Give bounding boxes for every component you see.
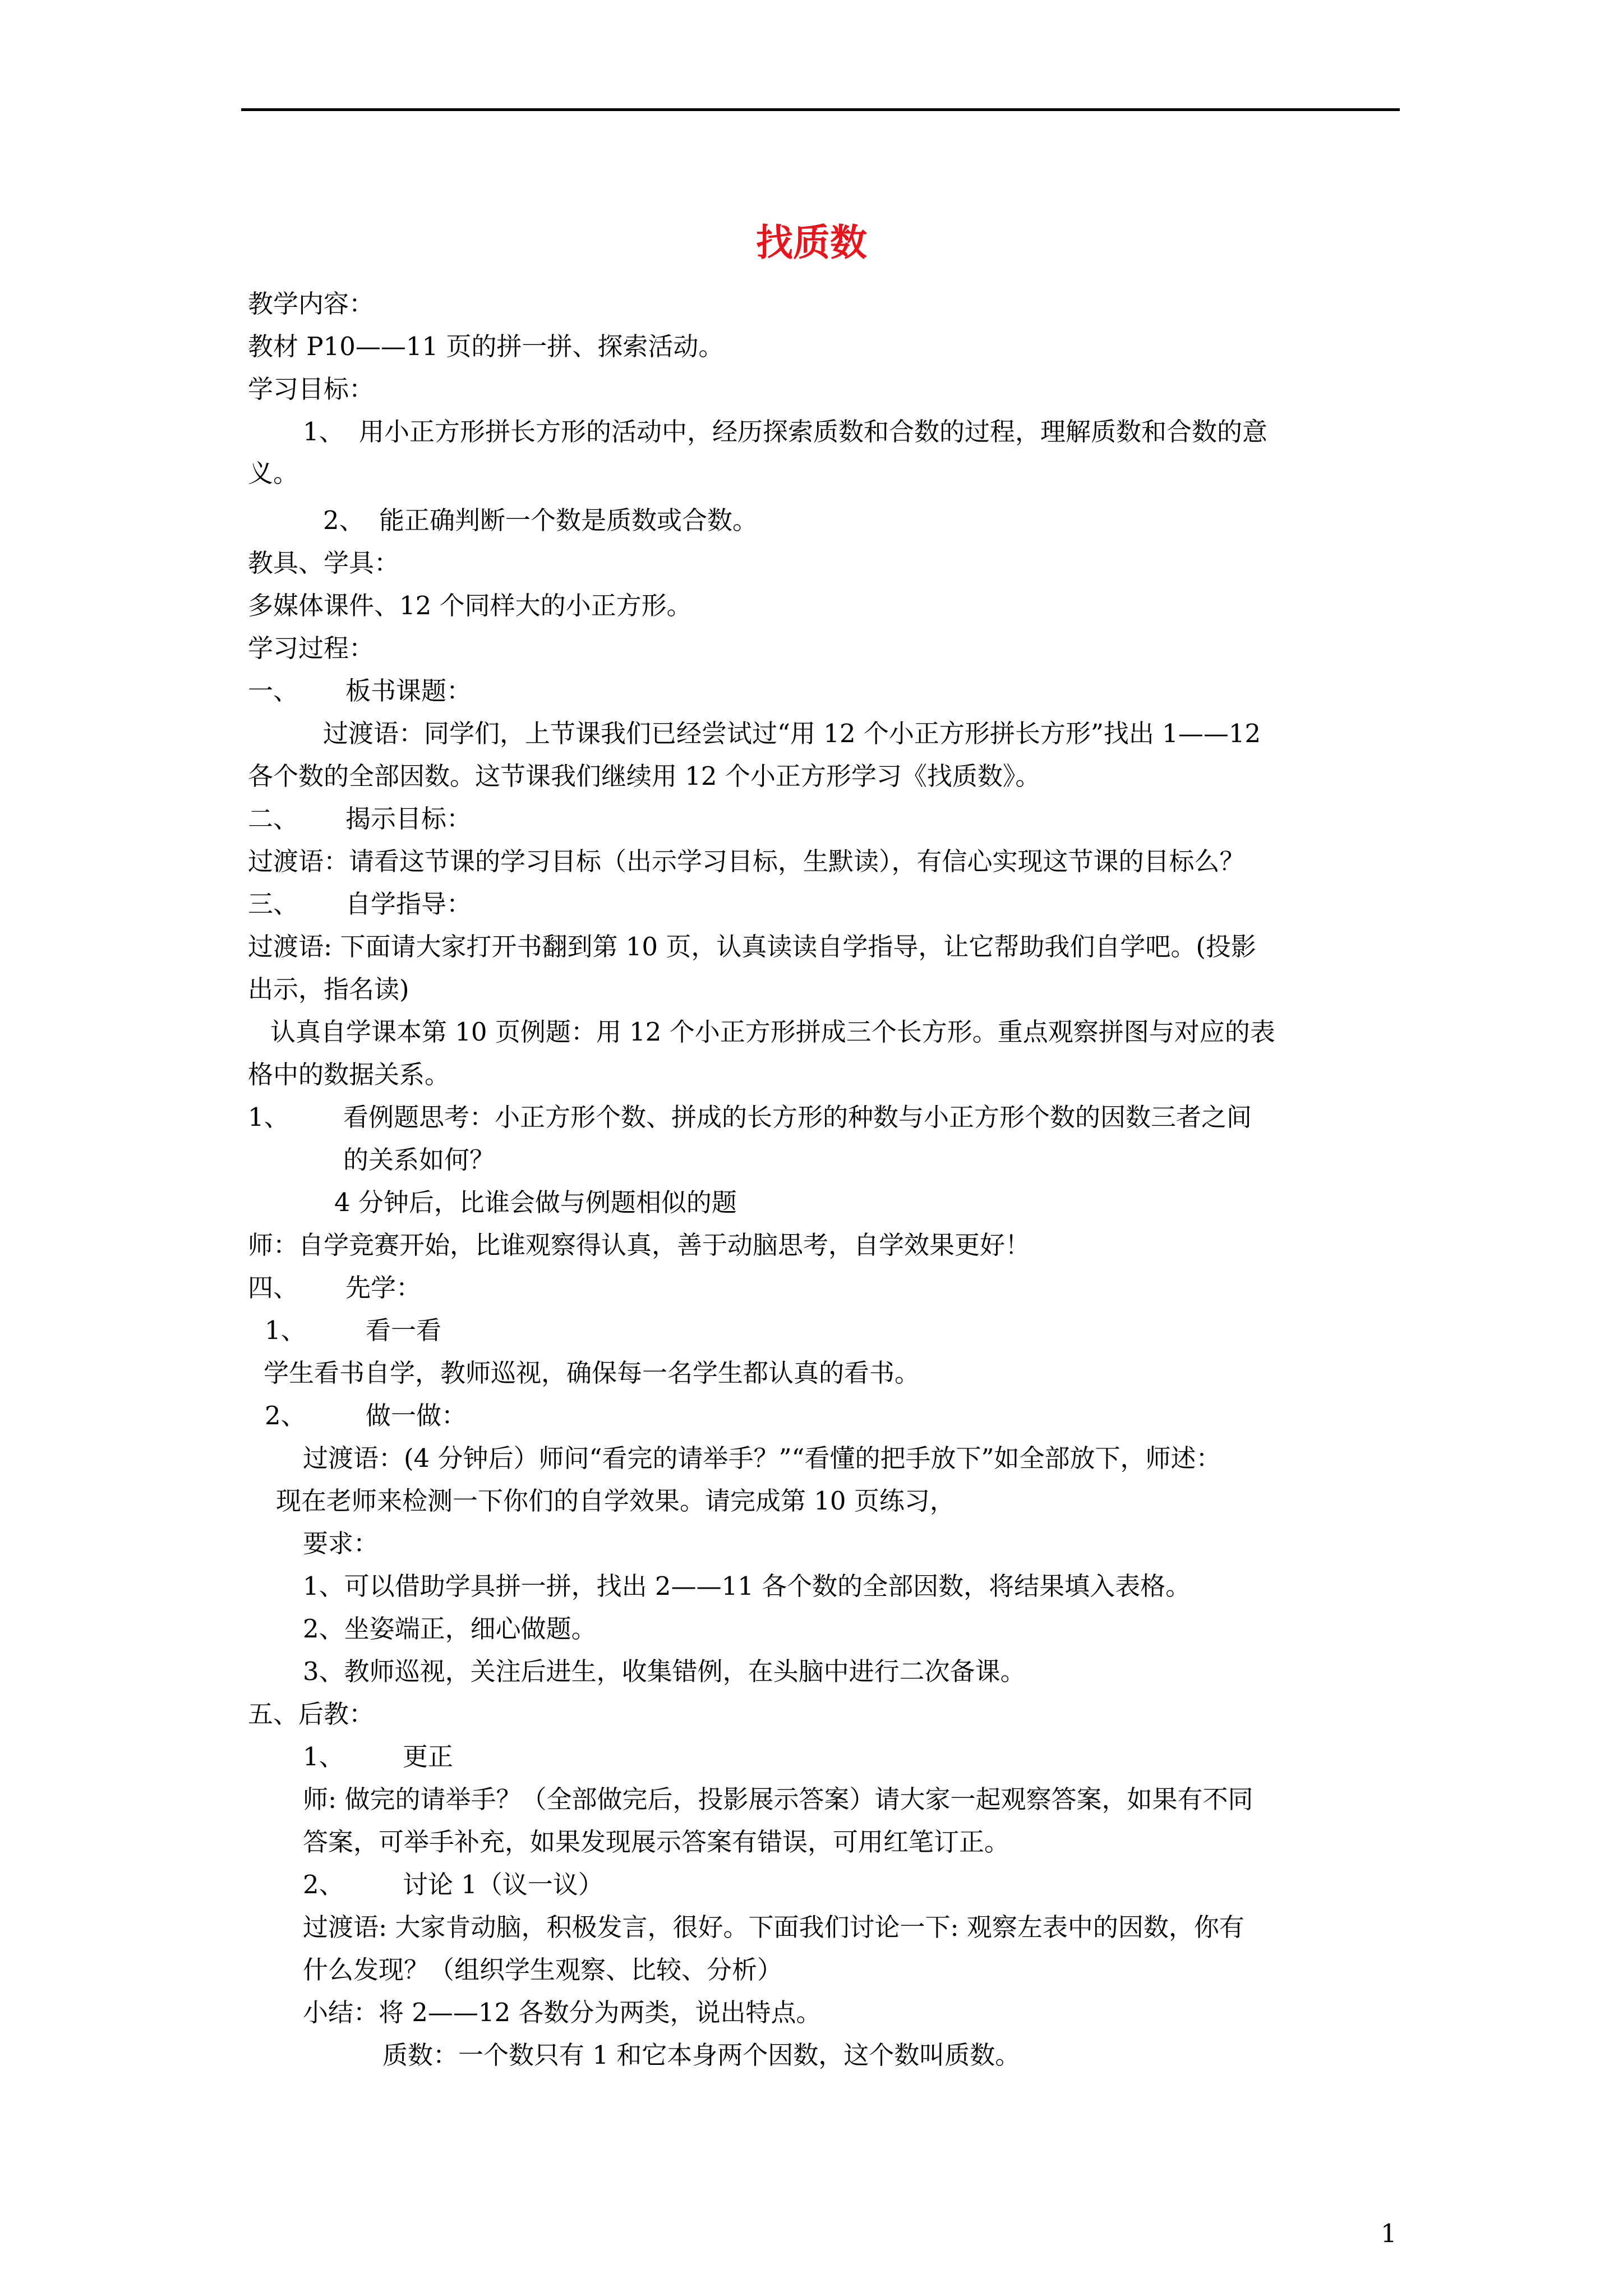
text-line: 什么发现？（组织学生观察、比较、分析） (303, 1955, 783, 1985)
text-line: 教学内容： (248, 289, 375, 319)
page-number: 1 (1381, 2219, 1397, 2248)
text-line: 现在老师来检测一下你们的自学效果。请完成第 10 页练习， (276, 1486, 955, 1516)
text-line: 教材 P10——11 页的拼一拼、探索活动。 (248, 332, 724, 361)
text-line: 学生看书自学，教师巡视，确保每一名学生都认真的看书。 (264, 1358, 920, 1388)
text-line: 过渡语: 大家肯动脑，积极发言，很好。下面我们讨论一下: 观察左表中的因数，你有 (303, 1912, 1244, 1942)
list-marker: 1、 (303, 417, 344, 447)
text-line: 教具、学具： (248, 548, 400, 578)
list-marker: 2、 (323, 505, 365, 535)
text-line: 看例题思考：小正方形个数、拼成的长方形的种数与小正方形个数的因数三者之间 (343, 1102, 1252, 1132)
text-line: 过渡语：(4 分钟后）师问“看完的请举手？”“看懂的把手放下”如全部放下，师述： (303, 1443, 1221, 1473)
text-line: 用小正方形拼长方形的活动中，经历探索质数和合数的过程，理解质数和合数的意 (359, 417, 1268, 447)
text-line: 师: 做完的请举手？（全部做完后，投影展示答案）请大家一起观察答案，如果有不同 (303, 1784, 1253, 1814)
section-number: 二、 (248, 804, 299, 834)
text-line: 先学： (345, 1273, 422, 1303)
text-line: 1、可以借助学具拼一拼，找出 2——11 各个数的全部因数，将结果填入表格。 (303, 1571, 1191, 1601)
list-marker: 1、 (265, 1315, 306, 1345)
text-line: 认真自学课本第 10 页例题：用 12 个小正方形拼成三个长方形。重点观察拼图与对应的表 (270, 1017, 1275, 1047)
text-line: 板书课题： (345, 676, 472, 706)
section-number: 三、 (248, 889, 299, 919)
text-line: 能正确判断一个数是质数或合数。 (379, 505, 758, 535)
text-line: 过渡语: 下面请大家打开书翻到第 10 页，认真读读自学指导，让它帮助我们自学吧。(投影 (248, 932, 1256, 961)
text-line: 多媒体课件、12 个同样大的小正方形。 (248, 591, 692, 620)
text-line: 格中的数据关系。 (248, 1060, 450, 1089)
list-marker: 1、 (303, 1742, 344, 1772)
text-line: 更正 (403, 1742, 454, 1772)
text-line: 师：自学竞赛开始，比谁观察得认真，善于动脑思考，自学效果更好！ (248, 1230, 1031, 1260)
header-rule (241, 108, 1400, 111)
text-line: 各个数的全部因数。这节课我们继续用 12 个小正方形学习《找质数》。 (248, 761, 1041, 791)
section-heading: 五、后教： (248, 1699, 375, 1729)
text-line: 自学指导： (345, 889, 472, 919)
text-line: 出示，指名读) (248, 974, 409, 1004)
text-line: 讨论 1（议一议） (403, 1870, 603, 1899)
text-line: 看一看 (366, 1315, 442, 1345)
text-line: 答案，可举手补充，如果发现展示答案有错误，可用红笔订正。 (303, 1827, 1010, 1857)
text-line: 学习过程： (248, 633, 375, 663)
text-line: 2、坐姿端正，细心做题。 (303, 1614, 597, 1644)
list-marker: 1、 (248, 1102, 289, 1132)
text-line: 的关系如何？ (343, 1145, 495, 1175)
text-line: 要求： (303, 1529, 379, 1558)
text-line: 小结：将 2——12 各数分为两类，说出特点。 (303, 1998, 822, 2027)
section-number: 一、 (248, 676, 299, 706)
text-line: 学习目标： (248, 374, 375, 404)
text-line: 4 分钟后，比谁会做与例题相似的题 (334, 1188, 737, 1217)
text-line: 过渡语：请看这节课的学习目标（出示学习目标，生默读），有信心实现这节课的目标么？ (248, 846, 1245, 876)
list-marker: 2、 (265, 1401, 306, 1430)
document-title: 找质数 (756, 221, 867, 264)
text-line: 3、教师巡视，关注后进生，收集错例，在头脑中进行二次备课。 (303, 1657, 1026, 1686)
text-line: 过渡语：同学们，上节课我们已经尝试过“用 12 个小正方形拼长方形”找出 1——12 (323, 719, 1261, 748)
list-marker: 2、 (303, 1870, 344, 1899)
section-number: 四、 (248, 1273, 299, 1303)
text-line: 做一做： (366, 1401, 467, 1430)
text-line: 义。 (248, 458, 299, 488)
text-line: 揭示目标： (345, 804, 472, 834)
text-line: 质数：一个数只有 1 和它本身两个因数，这个数叫质数。 (382, 2040, 1021, 2070)
